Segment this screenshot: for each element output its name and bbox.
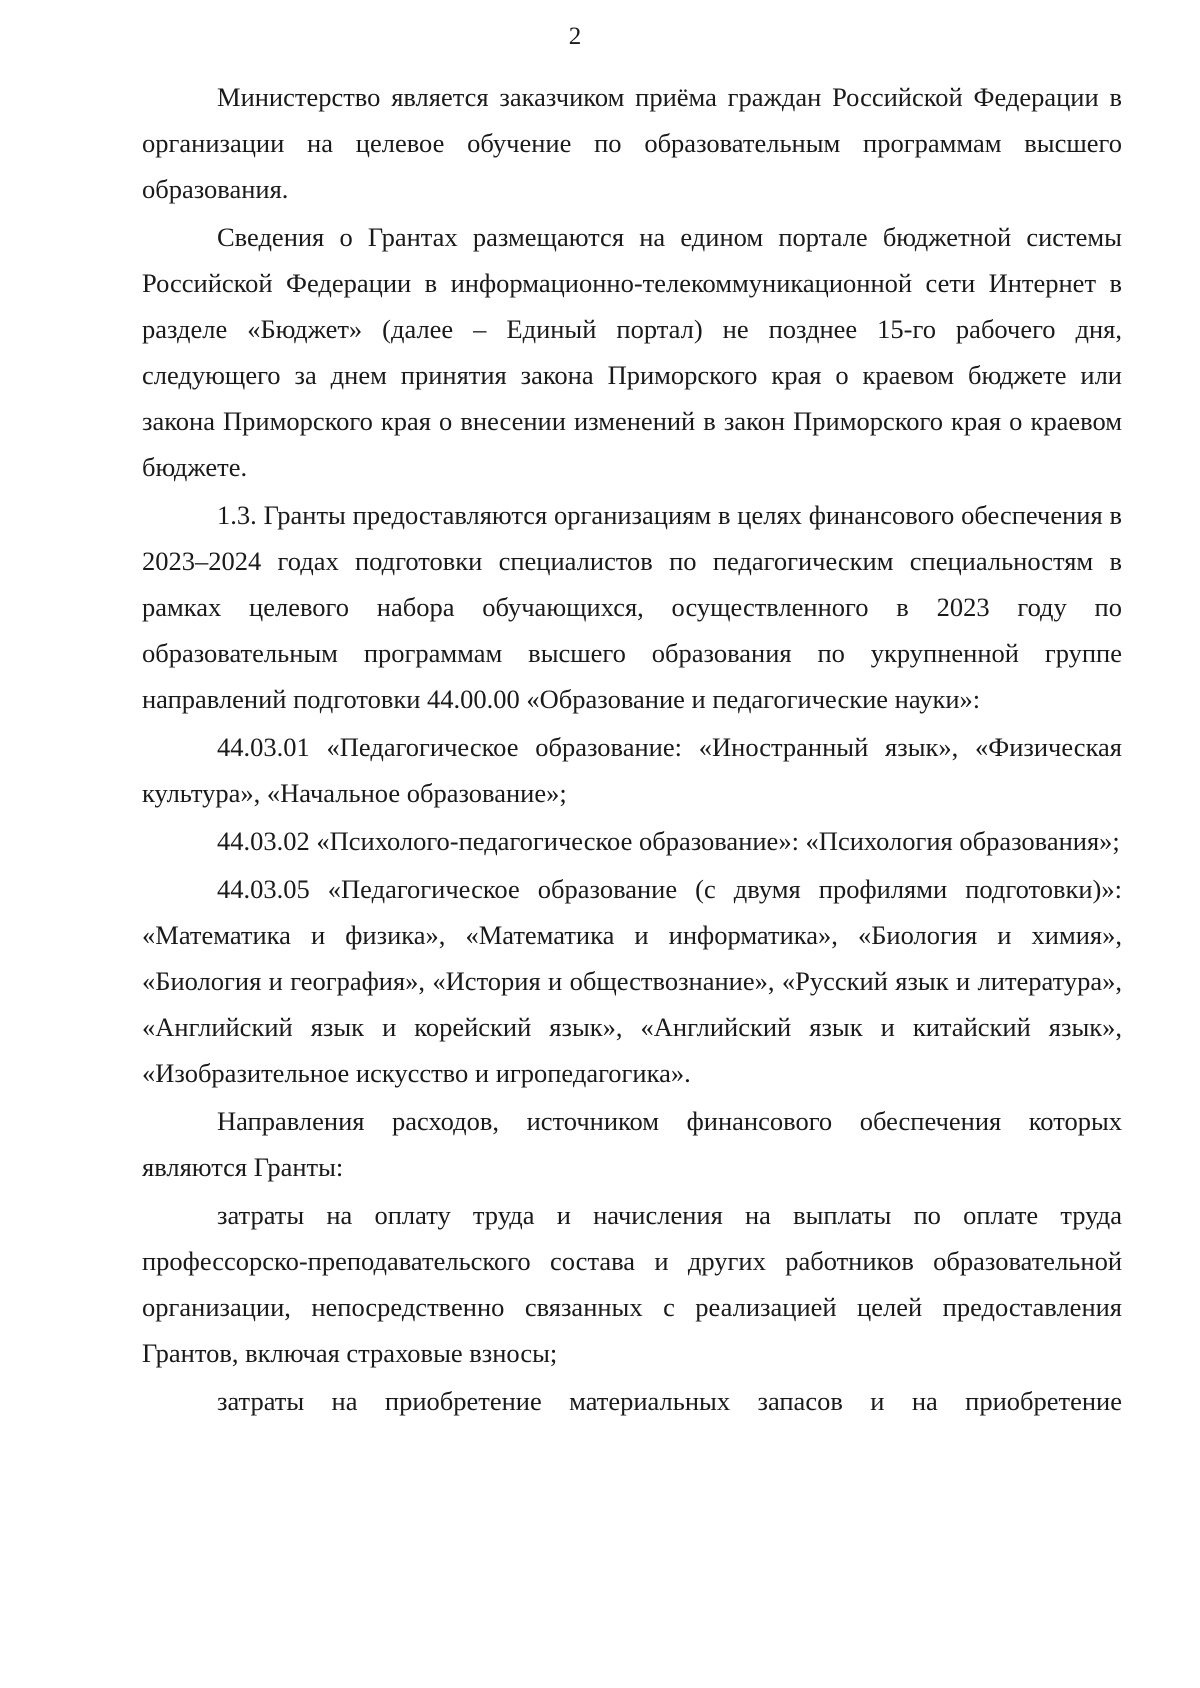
paragraph-expense-directions: Направления расходов, источником финансового обеспечения которых являются Гранты: (142, 1106, 1122, 1182)
paragraph-44-03-02: 44.03.02 «Психолого-педагогическое образование»: «Психология образования»; (217, 826, 1120, 856)
page-number: 2 (568, 23, 582, 50)
paragraph-ministry-customer: Министерство является заказчиком приёма граждан Российской Федерации в организации на целевое обучение по образовательным программам высшего образования. (142, 82, 1122, 204)
paragraph-1-3-grants-purpose: 1.3. Гранты предоставляются организациям в целях финансового обеспечения в 2023–2024 годах подготовки специалистов по педагогическим специальностям в рамках целевого набора обучающихся, осуществленного в 2023 году по образовательным программам высшего образования по укрупненной группе направлений подготовки 44.00.00 «Образование и педагогические науки»: (142, 500, 1122, 714)
paragraph-labor-costs: затраты на оплату труда и начисления на выплаты по оплате труда профессорско-преподавательского состава и других работников образовательной организации, непосредственно связанных с реализацией целей предоставления Грантов, включая страховые взносы; (142, 1200, 1122, 1368)
paragraph-material-costs: затраты на приобретение материальных запасов и на приобретение (217, 1386, 1122, 1416)
paragraph-44-03-05: 44.03.05 «Педагогическое образование (с двумя профилями подготовки)»: «Математика и физика», «Математика и информатика», «Биология и химия», «Биология и география», «История и обществознание», «Русский язык и литература», «Английский язык и корейский язык», «Английский язык и китайский язык», «Изобразительное искусство и игропедагогика». (142, 874, 1122, 1088)
paragraph-44-03-01: 44.03.01 «Педагогическое образование: «Иностранный язык», «Физическая культура», «Начальное образование»; (142, 732, 1122, 808)
document-body (142, 74, 1122, 1426)
paragraph-grant-info-portal: Сведения о Грантах размещаются на едином портале бюджетной системы Российской Федерации в информационно-телекоммуникационной сети Интернет в разделе «Бюджет» (далее – Единый портал) не позднее 15-го рабочего дня, следующего за днем принятия закона Приморского края о краевом бюджете или закона Приморского края о внесении изменений в закон Приморского края о краевом бюджете. (142, 222, 1122, 482)
